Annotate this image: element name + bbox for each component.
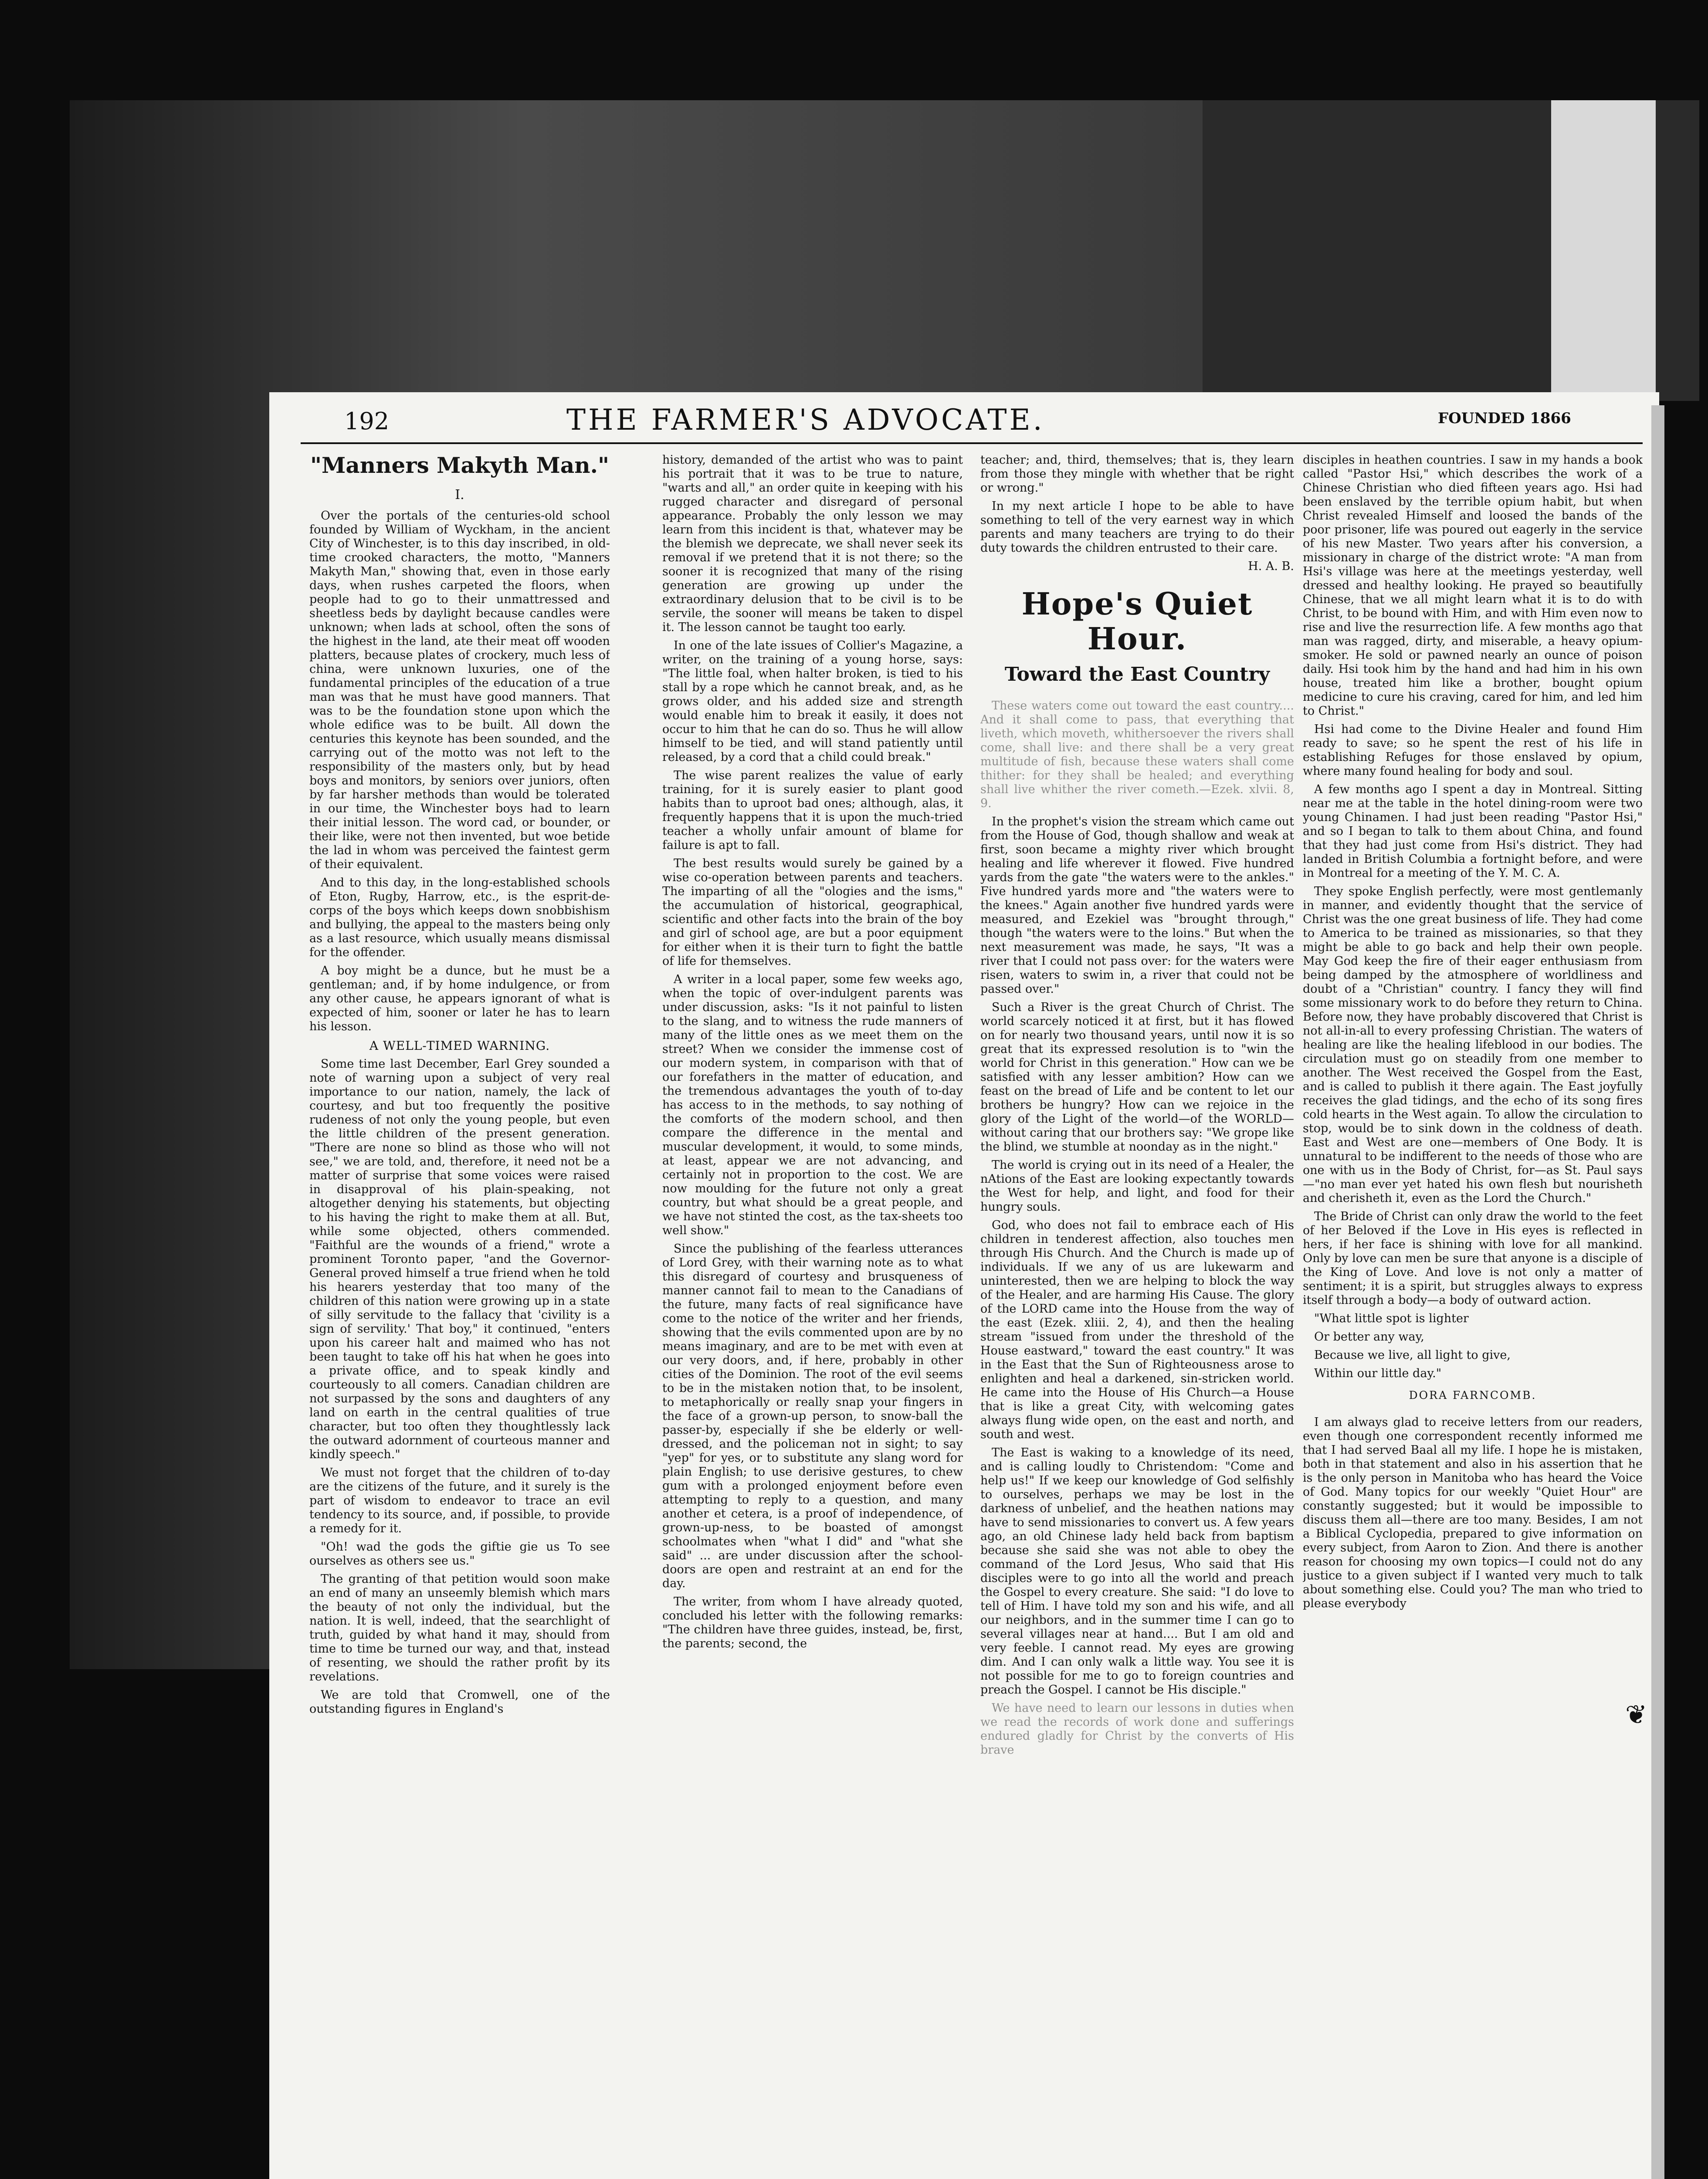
paragraph: I am always glad to receive letters from our readers, even though one correspondent recently informed me that I had served Baal all my life. I hope he is mistaken, both in that statement and also in his assertion that he is the only person in Manitoba who has heard the Voice of God. Many topics for our weekly "Quiet Hour" are constantly suggested; but it would be impossible to discuss them all—there are too many. Besides, I am not a Biblical Cyclopedia, prepared to give information on every subject, from Aaron to Zion. And there is another reason for choosing my own topics—I could not do any justice to a given subject if I wanted very much to talk about something else. Could you? The man who tried to please everybody xyxy=(1303,1415,1643,1610)
column-2 xyxy=(662,453,963,2179)
paragraph: A writer in a local paper, some few weeks ago, when the topic of over-indulgent parents was under discussion, asks: "Is it not painful to listen to the slang, and to witness the rude manners of many of the little ones as we meet them on the street? When we consider the immense cost of our modern system, in comparison with that of our forefathers in the matter of education, and the tremendous advantages the youth of to-day has access to in the methods, to say nothing of the comforts of the modern school, and then compare the difference in the mental and muscular development, it would, to some minds, at least, appear we are not advancing, and certainly not in proportion to the cost. We are now moulding for the future not only a great country, but what should be a great people, and we have not stinted the cost, as the tax-sheets too well show." xyxy=(662,973,963,1237)
paragraph: We are told that Cromwell, one of the outstanding figures in England's xyxy=(309,1688,610,1716)
paragraph: We have need to learn our lessons in duties when we read the records of work done and sufferings endured gladly for Christ by the converts of His brave xyxy=(980,1701,1294,1757)
ornament-icon: ❦ xyxy=(1625,1700,1647,1730)
article-signature: H. A. B. xyxy=(1248,560,1294,573)
quiet-hour-subtitle: Toward the East Country xyxy=(1004,663,1270,686)
paragraph: The writer, from whom I have already quoted, concluded his letter with the following remarks: "The children have three guides, instead, be, first, the parents; second, the xyxy=(662,1595,963,1650)
scripture-quote: These waters come out toward the east country.... And it shall come to pass, that everything that liveth, which moveth, whithersoever the rivers shall come, shall live: and there shall be a very great multitude of fish, because these waters shall come thither: for they shall be healed; and everything shall live whither the river cometh.—Ezek. xlvii. 8, 9. xyxy=(980,699,1294,810)
paragraph: A few months ago I spent a day in Montreal. Sitting near me at the table in the hotel dining-room were two young Chinamen. I had just been reading "Pastor Hsi," and so I began to talk to them about China, and found that they had just come from Hsi's district. They had landed in British Columbia a fortnight before, and were in Montreal for a meeting of the Y. M. C. A. xyxy=(1303,783,1643,880)
paragraph: Over the portals of the centuries-old school founded by William of Wyckham, in the ancient City of Winchester, is to this day inscribed, in old-time crooked characters, the motto, "Manners Makyth Man," showing that, even in those early days, when rushes carpeted the floors, when people had to go to their unmattressed and sheetless beds by daylight because candles were unknown; when lads at school, often the sons of the highest in the land, ate their meat off wooden platters, because plates of crockery, much less of china, were unknown luxuries, one of the fundamental principles of the education of a true man was that he must have good manners. That was to be the foundation stone upon which the whole edifice was to be built. All down the centuries this keynote has been sounded, and the carrying out of the motto was not left to the responsibility of the masters only, but by head boys and monitors, by seniors over juniors, often by far harsher methods than would be tolerated in our time, the Winchester boys had to learn their initial lesson. The word cad, or bounder, or their like, were not then invented, but woe betide the lad in whom was perceived the faintest germ of their equivalent. xyxy=(309,509,610,871)
verse-line: Or better any way, xyxy=(1314,1330,1424,1344)
paragraph: In my next article I hope to be able to have something to tell of the very earnest way in which parents and many teachers are trying to do their duty towards the children entrusted to their care. xyxy=(980,499,1294,555)
quotation: "Oh! wad the gods the giftie gie us To see ourselves as others see us." xyxy=(309,1540,610,1568)
paragraph: In one of the late issues of Collier's Magazine, a writer, on the training of a young horse, says: "The little foal, when halter broken, is tied to his stall by a rope which he cannot break, and, as he grows older, and his added size and strength would enable him to break it easily, it does not occur to him that he can do so. Thus he will allow himself to be tied, and will stand patiently until released, by a cord that a child could break." xyxy=(662,639,963,764)
paragraph: A boy might be a dunce, but he must be a gentleman; and, if by home indulgence, or from any other cause, he appears ignorant of what is expected of him, sooner or later he has to learn his lesson. xyxy=(309,964,610,1033)
paragraph: God, who does not fail to embrace each of His children in tenderest affection, also touches men through His Church. And the Church is made up of individuals. If we any of us are lukewarm and uninterested, then we are helping to block the way of the Healer, and are harming His Cause. The glory of the LORD came into the House from the way of the east (Ezek. xliii. 2, 4), and then the healing stream "issued from under the threshold of the House eastward," toward the east country." It was in the East that the Sun of Righteousness arose to enlighten and heal a darkened, sin-stricken world. He came into the House of His Church—a House that is like a great City, with welcoming gates always flung wide open, on the east and north, and south and west. xyxy=(980,1218,1294,1441)
verse-line: "What little spot is lighter xyxy=(1314,1312,1469,1325)
paragraph: And to this day, in the long-established schools of Eton, Rugby, Harrow, etc., is the esprit-de-corps of the boys which keeps down snobbishism and bullying, the appeal to the masters being only as a last resource, which usually means dismissal for the offender. xyxy=(309,876,610,959)
paragraph: The best results would surely be gained by a wise co-operation between parents and teachers. The imparting of all the "ologies and the isms," the accumulation of historical, geographical, scientific and other facts into the brain of the boy and girl of school age, are but a poor equipment for either when it is their turn to fight the battle of life for themselves. xyxy=(662,857,963,968)
verse-line: Within our little day." xyxy=(1314,1367,1442,1380)
paragraph: disciples in heathen countries. I saw in my hands a book called "Pastor Hsi," which describes the work of a Chinese Christian who died fifteen years ago. Hsi had been enslaved by the terrible opium habit, but when Christ revealed Himself and loosed the bands of the poor prisoner, life was poured out eagerly in the service of his new Master. Two years after his conversion, a missionary in charge of the district wrote: "A man from Hsi's village was here at the meetings yesterday, well dressed and healthy looking. He prayed so beautifully Chinese, that we all might learn what it is to do with Christ, to be bound with Him, and with Him even now to rise and live the resurrection life. A few months ago that man was ragged, dirty, and miserable, a heavy opium-smoker. He sold or pawned nearly an ounce of poison daily. Hsi took him by the hand and had him in his own house, treated him like a brother, bought opium medicine to cure his craving, cared for him, and led him to Christ." xyxy=(1303,453,1643,718)
subheading: A WELL-TIMED WARNING. xyxy=(369,1039,550,1053)
column-1 xyxy=(309,453,610,2179)
header-rule xyxy=(301,442,1643,444)
hopes-quiet-hour-title: Hope's Quiet Hour. xyxy=(1021,586,1253,657)
paragraph: They spoke English perfectly, were most gentlemanly in manner, and evidently thought that the service of Christ was the one great business of life. They had come to America to be trained as missionaries, so that they might be able to go back and help their own people. May God keep the fire of their eager enthusiasm from being damped by the atmosphere of worldliness and doubt of a "Christian" country. I fancy they will find some missionary work to do before they return to China. Before now, they have probably discovered that Christ is not all-in-all to every professing Christian. The waters of healing are like the healing lifeblood in our bodies. The circulation must go on steadily from one member to another. The West received the Gospel from the East, and is called to publish it there again. The East joyfully receives the glad tidings, and the echo of its song fires cold hearts in the West again. To allow the circulation to stop, would be to sink down in the coldness of death. East and West are one—members of One Body. It is unnatural to be indifferent to the needs of those who are one with us in the Body of Christ, for—as St. Paul says—"no man ever yet hated his own flesh but nourisheth and cherisheth it, even as the Lord the Church." xyxy=(1303,885,1643,1205)
paragraph: The wise parent realizes the value of early training, for it is surely easier to plant good habits than to uproot bad ones; although, alas, it frequently happens that it is upon the much-tried teacher a wholly unfair amount of blame for failure is apt to fall. xyxy=(662,769,963,852)
column-3 xyxy=(980,453,1294,2179)
founded-date: FOUNDED 1866 xyxy=(1438,410,1571,427)
paragraph: In the prophet's vision the stream which came out from the House of God, though shallow and weak at first, soon became a mighty river which brought healing and life wherever it flowed. Five hundred yards from the gate "the waters were to the ankles." Five hundred yards more and "the waters were to the knees." Again another five hundred yards were measured, and Ezekiel was "brought through," though "the waters were to the loins." But when the next measurement was made, he says, "It was a river that I could not pass over: for the waters were risen, waters to swim in, a river that could not be passed over." xyxy=(980,815,1294,996)
paragraph: The East is waking to a knowledge of its need, and is calling loudly to Christendom: "Come and help us!" If we keep our knowledge of God selfishly to ourselves, perhaps we may be lost in the darkness of unbelief, and the heathen nations may have to send missionaries to convert us. A few years ago, an old Chinese lady held back from baptism because she said she was not able to obey the command of the Lord Jesus, Who said that His disciples were to go into all the world and preach the Gospel to every creature. She said: "I do love to tell of Him. I have told my son and his wife, and all our neighbors, and in the summer time I can go to several villages near at hand.... But I am old and very feeble. I cannot read. My eyes are growing dim. And I can only walk a little way. You see it is not possible for me to go to foreign countries and preach the Gospel. I cannot be His disciple." xyxy=(980,1446,1294,1697)
paragraph: We must not forget that the children of to-day are the citizens of the future, and it surely is the part of wisdom to endeavor to trace an evil tendency to its source, and, if possible, to provide a remedy for it. xyxy=(309,1466,610,1535)
paragraph: teacher; and, third, themselves; that is, they learn from those they mingle with whether that be right or wrong." xyxy=(980,453,1294,495)
verse-line: Because we live, all light to give, xyxy=(1314,1348,1511,1362)
author-signature: DORA FARNCOMB. xyxy=(1409,1389,1537,1402)
masthead-title: THE FARMER'S ADVOCATE. xyxy=(566,403,1045,437)
paragraph: Such a River is the great Church of Christ. The world scarcely noticed it at first, but it has flowed on for nearly two thousand years, until now it is so great that its expressed resolution is to "win the world for Christ in this generation." How can we be satisfied with any lesser ambition? How can we feast on the bread of Life and be content to let our brothers be hungry? How can we rejoice in the glory of the Light of the world—of the WORLD—without caring that our brothers say: "We grope like the blind, we stumble at noonday as in the night." xyxy=(980,1001,1294,1154)
paragraph: history, demanded of the artist who was to paint his portrait that it was to be true to nature, "warts and all," an order quite in keeping with his rugged character and disregard of personal appearance. Probably the only lesson we may learn from this incident is that, whatever may be the blemish we deprecate, we shall never seek its removal if we pretend that it is not there; so the sooner it is recognized that many of the rising generation are growing up under the extraordinary delusion that to be civil is to be servile, the sooner will means be taken to dispel it. The lesson cannot be taught too early. xyxy=(662,453,963,634)
paragraph: The world is crying out in its need of a Healer, the nAtions of the East are looking expectantly towards the West for help, and light, and food for their hungry souls. xyxy=(980,1158,1294,1214)
paragraph: Since the publishing of the fearless utterances of Lord Grey, with their warning note as to what this disregard of courtesy and brusqueness of manner cannot fail to mean to the Canadians of the future, many facts of real significance have come to the notice of the writer and her friends, showing that the evils commented upon are by no means imaginary, and are to be met with even at our very doors, and, if here, probably in other cities of the Dominion. The root of the evil seems to be in the mistaken notion that, to be insolent, to metaphorically or really snap your fingers in the face of a grown-up person, to snow-ball the passer-by, especially if she be elderly or well-dressed, and the policeman not in sight; to say "yep" for yes, or to substitute any slang word for plain English; to use derisive gestures, to chew gum with a prolonged enjoyment before even attempting to reply to a question, and many another et cetera, is a proof of independence, of grown-up-ness, to be boasted of amongst schoolmates when "what I did" and "what she said" ... are under discussion after the school-doors are open and restraint at an end for the day. xyxy=(662,1242,963,1590)
paragraph: The Bride of Christ can only draw the world to the feet of her Beloved if the Love in His eyes is reflected in hers, if her face is shining with love for all mankind. Only by love can men be sure that anyone is a disciple of the King of Love. And love is not only a matter of sentiment; it is a spirit, but struggles always to express itself through a body—a body of outward action. xyxy=(1303,1210,1643,1307)
section-numeral: I. xyxy=(455,487,464,502)
column-4 xyxy=(1303,453,1643,2179)
paragraph: Some time last December, Earl Grey sounded a note of warning upon a subject of very real importance to our nation, namely, the lack of courtesy, and but too frequently the positive rudeness of not only the young people, but even the little children of the present generation. "There are none so blind as those who will not see," we are told, and, therefore, it need not be a matter of surprise that some voices were raised in disapproval of his plain-speaking, not altogether denying his statements, but objecting to his having the right to make them at all. But, while some objected, others commended. "Faithful are the wounds of a friend," wrote a prominent Toronto paper, "and the Governor-General proved himself a true friend when he told his hearers yesterday that too many of the children of this nation were growing up in a state of silly servitude to the fallacy that 'civility is a sign of servility.' That boy," it continued, "enters upon his career halt and maimed who has not been taught to take off his hat when he goes into a private office, and to speak kindly and courteously to all comers. Canadian children are not surpassed by the sons and daughters of any land on earth in the central qualities of true character, but too often they thoughtlessly lack the outward adornment of courteous manner and kindly speech." xyxy=(309,1057,610,1461)
paragraph: Hsi had come to the Divine Healer and found Him ready to save; so he spent the rest of his life in establishing Refuges for those enslaved by opium, where many found healing for body and soul. xyxy=(1303,723,1643,778)
paragraph: The granting of that petition would soon make an end of many an unseemly blemish which mars the beauty of not only the individual, but the nation. It is well, indeed, that the searchlight of truth, guided by what hand it may, should from time to time be turned our way, and that, instead of resenting, we should the rather profit by its revelations. xyxy=(309,1572,610,1683)
page-edge xyxy=(1651,405,1664,2179)
page-number: 192 xyxy=(344,407,390,435)
article-headline: "Manners Makyth Man." xyxy=(310,453,610,478)
